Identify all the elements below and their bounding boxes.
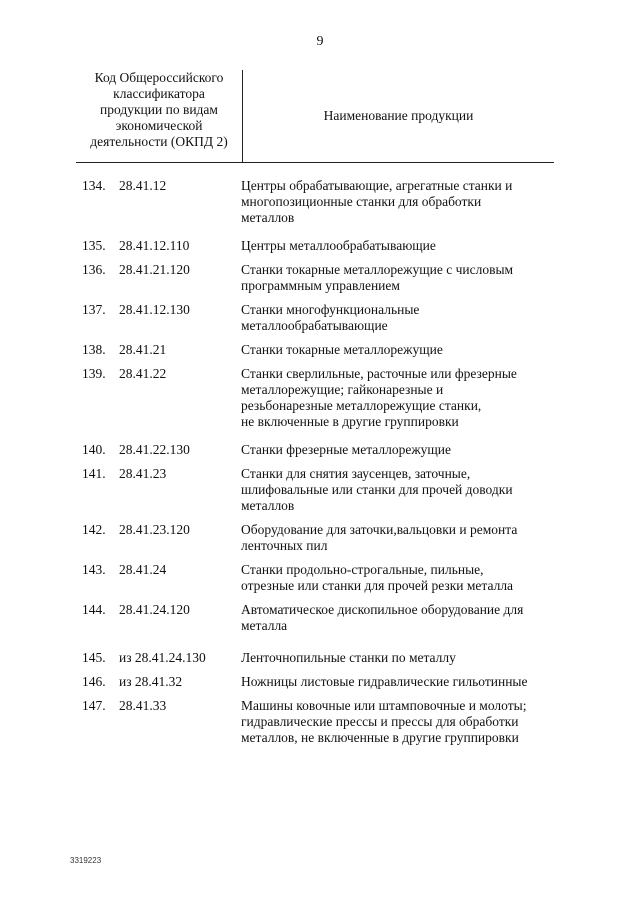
row-number: 140. (82, 442, 106, 457)
product-name-line: металла (241, 618, 288, 633)
product-name (241, 650, 571, 666)
product-name-line: многопозиционные станки для обработки (241, 194, 482, 209)
product-name-line: Станки многофункциональные (241, 302, 420, 317)
product-name-line: Станки токарные металлорежущие с числовым (241, 262, 514, 277)
okpd-code: 28.41.12 (119, 178, 167, 193)
product-name-line: Станки фрезерные металлорежущие (241, 442, 452, 457)
product-name-line: программным управлением (241, 278, 400, 293)
row-number: 143. (82, 562, 106, 577)
product-name-line: Ножницы листовые гидравлические гильотинные (241, 674, 528, 689)
okpd-code: 28.41.12.130 (119, 302, 190, 317)
product-name (241, 562, 571, 594)
header-code-line: Код Общероссийского (94, 70, 224, 85)
product-name (241, 602, 571, 634)
okpd-code: 28.41.12.110 (119, 238, 190, 253)
header-code-line: экономической (115, 118, 203, 133)
product-name-line: Станки для снятия заусенцев, заточные, (241, 466, 471, 481)
okpd-code: 28.41.23.120 (119, 522, 190, 537)
product-name-line: Ленточнопильные станки по металлу (241, 650, 456, 665)
row-number: 147. (82, 698, 106, 713)
okpd-code: 28.41.21.120 (119, 262, 190, 277)
product-name (241, 698, 571, 746)
product-name-line: шлифовальные или станки для прочей доводки (241, 482, 513, 497)
product-name-line: Оборудование для заточки,вальцовки и ремонта (241, 522, 518, 537)
product-name-line: Машины ковочные или штамповочные и молоты; (241, 698, 527, 713)
header-name-label: Наименование продукции (323, 108, 474, 123)
product-name-line: металлорежущие; гайконарезные и (241, 382, 444, 397)
okpd-code: 28.41.22.130 (119, 442, 190, 457)
product-name-line: ленточных пил (241, 538, 328, 553)
header-code-column (76, 70, 243, 162)
product-name-line: Центры обрабатывающие, агрегатные станки и (241, 178, 513, 193)
product-name (241, 342, 571, 358)
okpd-code: 28.41.23 (119, 466, 167, 481)
product-name (241, 366, 571, 430)
header-name-column (243, 70, 554, 162)
product-name-line: не включенные в другие группировки (241, 414, 459, 429)
product-name (241, 522, 571, 554)
table-header (76, 70, 554, 163)
product-name (241, 442, 571, 458)
product-name-line: металлов, не включенные в другие группировки (241, 730, 519, 745)
product-name (241, 674, 571, 690)
row-number: 145. (82, 650, 106, 665)
row-number: 141. (82, 466, 106, 481)
product-name-line: гидравлические прессы и прессы для обработки (241, 714, 519, 729)
product-name-line: металлов (241, 498, 295, 513)
product-name (241, 466, 571, 514)
row-number: 146. (82, 674, 106, 689)
product-name-line: отрезные или станки для прочей резки металла (241, 578, 514, 593)
product-name-line: Центры металлообрабатывающие (241, 238, 436, 253)
okpd-code: 28.41.24 (119, 562, 167, 577)
product-name-line: металлообрабатывающие (241, 318, 388, 333)
product-name (241, 238, 571, 254)
header-code-line: классификатора (113, 86, 205, 101)
product-name (241, 262, 571, 294)
okpd-code: 28.41.24.120 (119, 602, 190, 617)
row-number: 138. (82, 342, 106, 357)
okpd-code: 28.41.21 (119, 342, 167, 357)
document-code: 3319223 (70, 856, 102, 865)
row-number: 134. (82, 178, 106, 193)
product-name-line: Станки сверлильные, расточные или фрезерные (241, 366, 517, 381)
product-name-line: металлов (241, 210, 295, 225)
page-number: 9 (316, 34, 324, 49)
header-code-line: продукции по видам (100, 102, 218, 117)
row-number: 136. (82, 262, 106, 277)
product-name-line: резьбонарезные металлорежущие станки, (241, 398, 482, 413)
okpd-code: 28.41.22 (119, 366, 167, 381)
row-number: 137. (82, 302, 106, 317)
row-number: 135. (82, 238, 106, 253)
product-name-line: Станки токарные металлорежущие (241, 342, 443, 357)
product-name-line: Станки продольно-строгальные, пильные, (241, 562, 484, 577)
row-number: 139. (82, 366, 106, 381)
row-number: 144. (82, 602, 106, 617)
product-name (241, 302, 571, 334)
okpd-code: 28.41.33 (119, 698, 167, 713)
product-name (241, 178, 571, 226)
header-code-line: деятельности (ОКПД 2) (90, 134, 228, 149)
product-name-line: Автоматическое дископильное оборудование для (241, 602, 524, 617)
okpd-code: из 28.41.24.130 (119, 650, 206, 665)
row-number: 142. (82, 522, 106, 537)
okpd-code: из 28.41.32 (119, 674, 183, 689)
